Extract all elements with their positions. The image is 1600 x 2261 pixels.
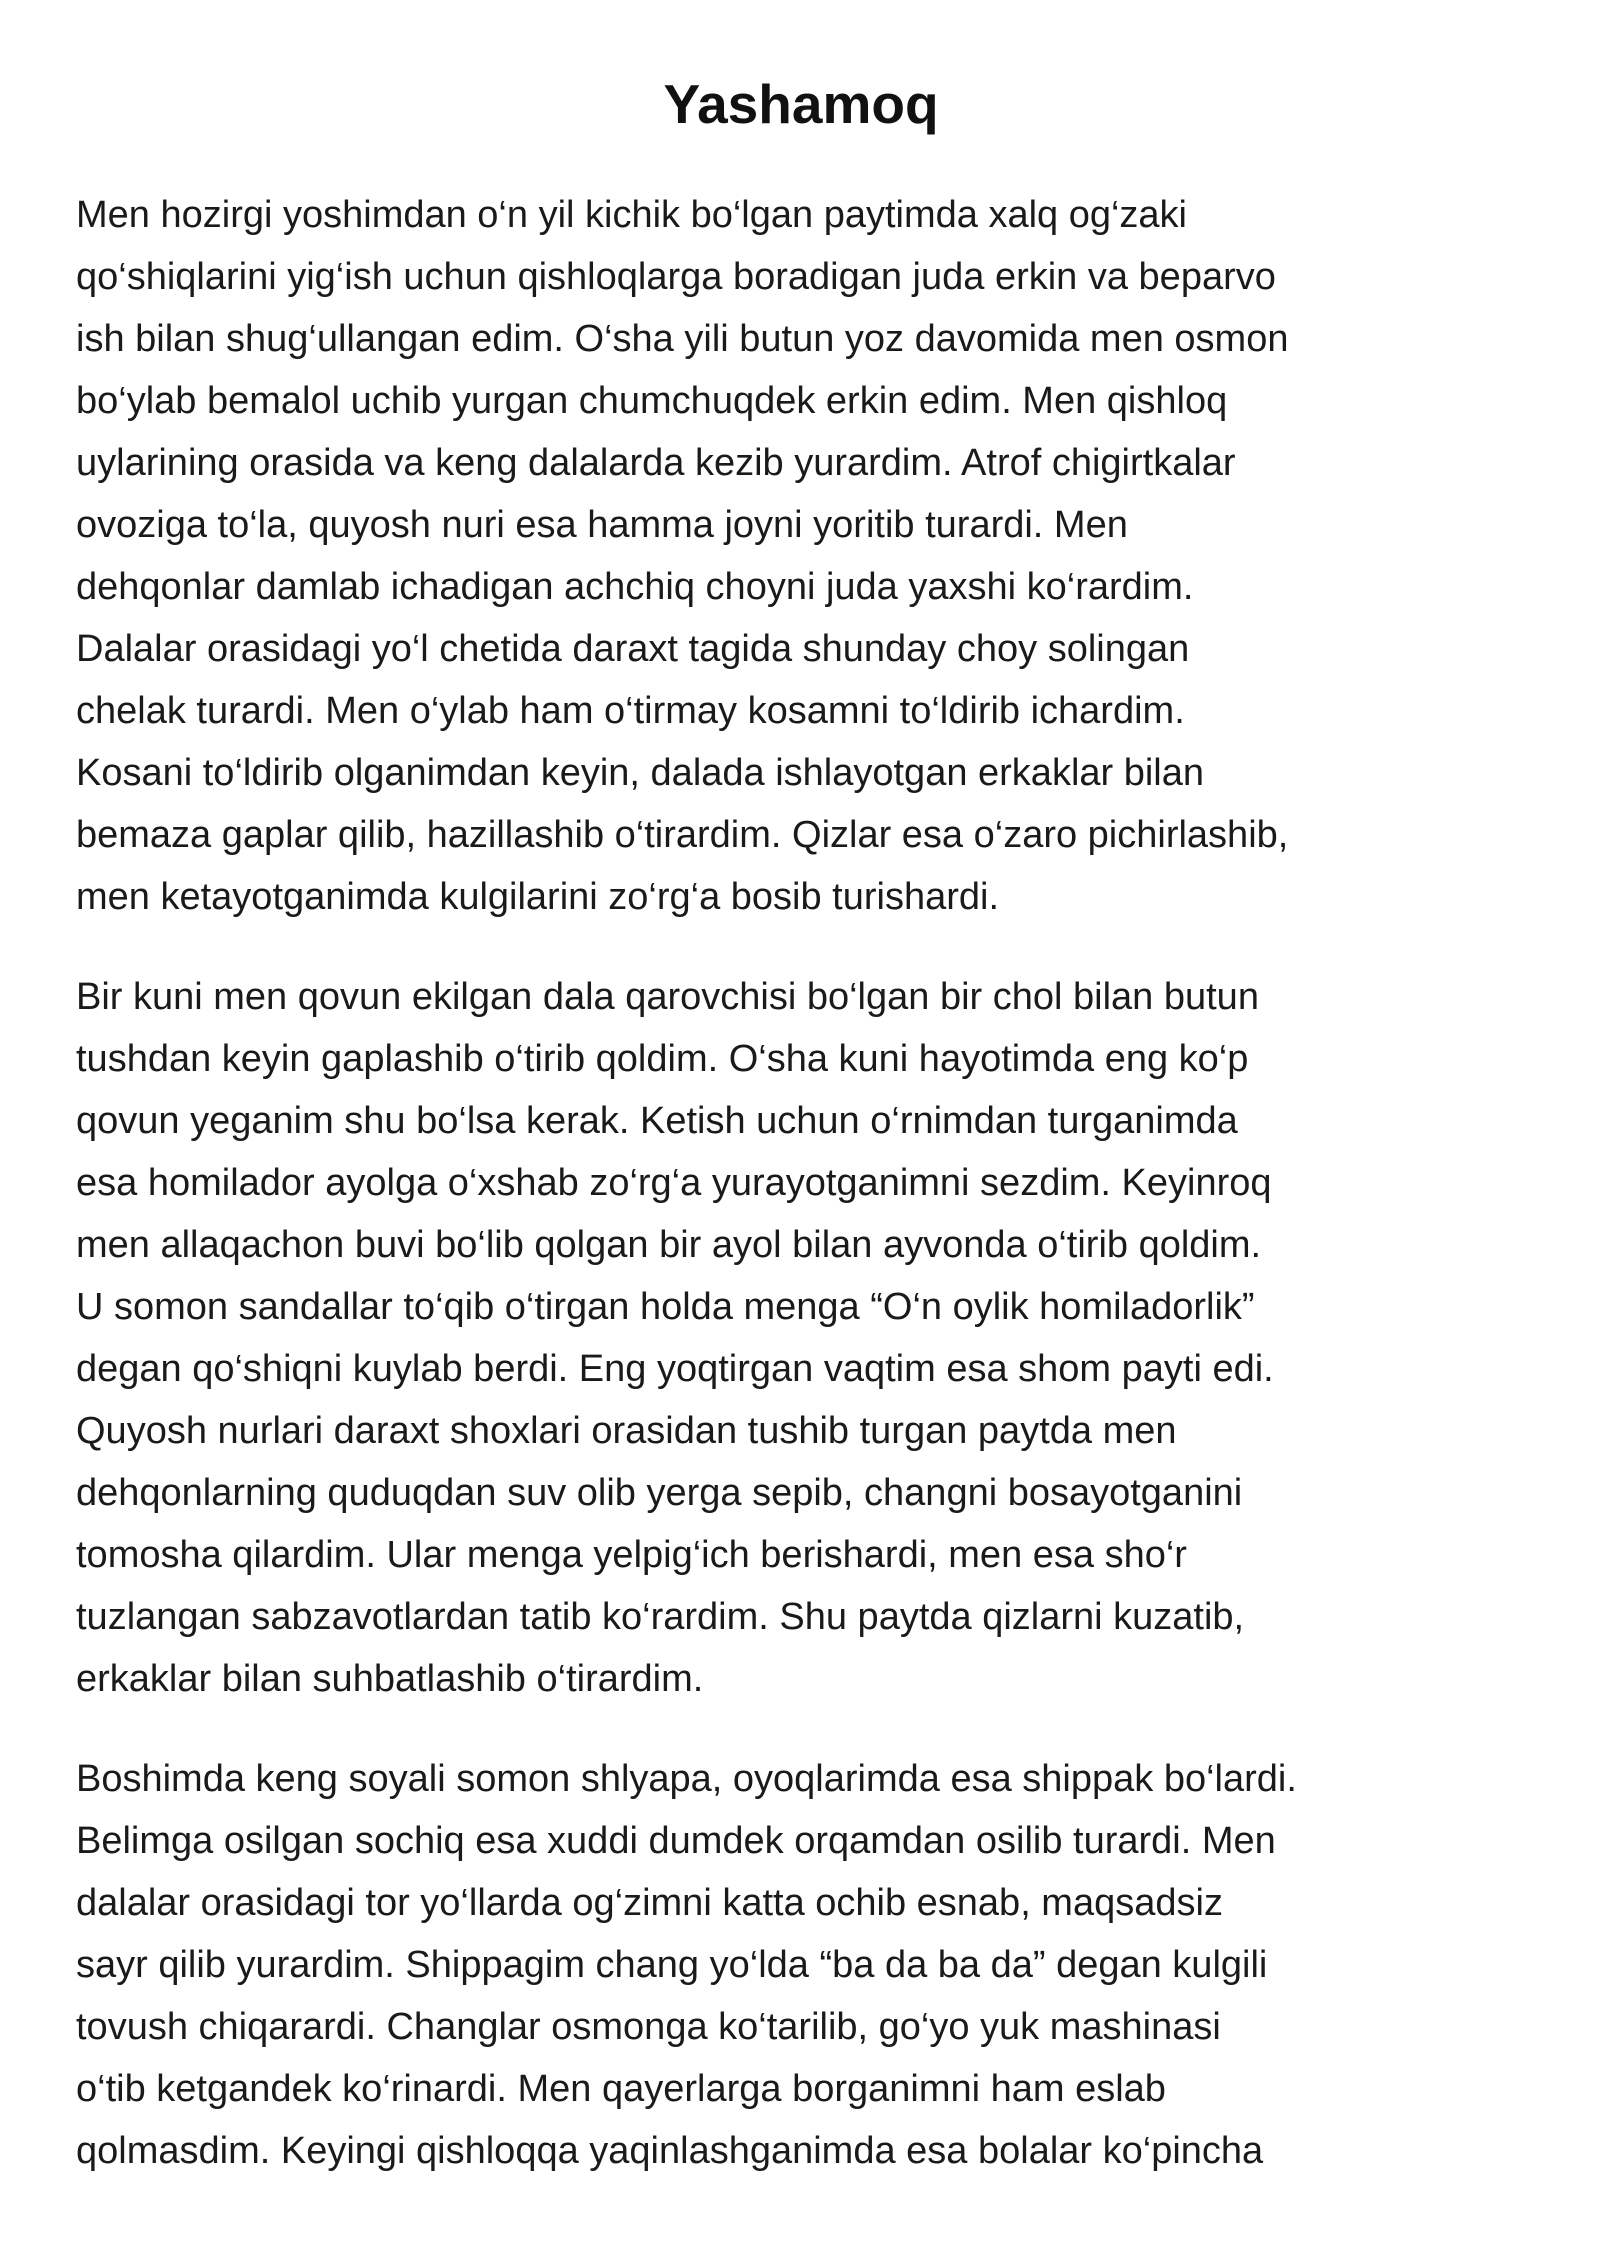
page-title: Yashamoq xyxy=(663,73,939,135)
text-line: bemaza gaplar qilib, hazillashib o‘tirardim. Qizlar esa o‘zaro pichirlashib, xyxy=(76,814,1289,856)
text-line: tushdan keyin gaplashib o‘tirib qoldim. O‘sha kuni hayotimda eng ko‘p xyxy=(76,1038,1249,1080)
text-line: men allaqachon buvi bo‘lib qolgan bir ayol bilan ayvonda o‘tirib qoldim. xyxy=(76,1224,1262,1266)
text-line: men ketayotganimda kulgilarini zo‘rg‘a bosib turishardi. xyxy=(76,876,1000,918)
text-line: dehqonlarning quduqdan suv olib yerga sepib, changni bosayotganini xyxy=(76,1472,1243,1514)
text-line: tovush chiqarardi. Changlar osmonga ko‘tarilib, go‘yo yuk mashinasi xyxy=(76,2006,1221,2048)
text-line: qo‘shiqlarini yig‘ish uchun qishloqlarga boradigan juda erkin va beparvo xyxy=(76,256,1276,298)
text-line: qovun yeganim shu bo‘lsa kerak. Ketish uchun o‘rnimdan turganimda xyxy=(76,1100,1238,1142)
text-line: ovoziga to‘la, quyosh nuri esa hamma joyni yoritib turardi. Men xyxy=(76,504,1128,546)
paragraph xyxy=(76,966,1526,1710)
text-line: qolmasdim. Keyingi qishloqqa yaqinlashganimda esa bolalar ko‘pincha xyxy=(76,2130,1264,2172)
text-line: chelak turardi. Men o‘ylab ham o‘tirmay kosamni to‘ldirib ichardim. xyxy=(76,690,1185,732)
text-line: Bir kuni men qovun ekilgan dala qarovchisi bo‘lgan bir chol bilan butun xyxy=(76,976,1259,1018)
text-line: U somon sandallar to‘qib o‘tirgan holda menga “O‘n oylik homiladorlik” xyxy=(76,1286,1255,1328)
text-line: Belimga osilgan sochiq esa xuddi dumdek orqamdan osilib turardi. Men xyxy=(76,1820,1276,1862)
text-line: o‘tib ketgandek ko‘rinardi. Men qayerlarga borganimni ham eslab xyxy=(76,2068,1166,2110)
text-line: Quyosh nurlari daraxt shoxlari orasidan tushib turgan paytda men xyxy=(76,1410,1177,1452)
text-line: dalalar orasidagi tor yo‘llarda og‘zimni katta ochib esnab, maqsadsiz xyxy=(76,1882,1223,1924)
paragraph xyxy=(76,1748,1526,2182)
text-line: dehqonlar damlab ichadigan achchiq choyni juda yaxshi ko‘rardim. xyxy=(76,566,1194,608)
text-line: uylarining orasida va keng dalalarda kezib yurardim. Atrof chigirtkalar xyxy=(76,442,1236,484)
document-body xyxy=(76,184,1526,2182)
text-line: Men hozirgi yoshimdan o‘n yil kichik bo‘lgan paytimda xalq og‘zaki xyxy=(76,194,1187,236)
text-line: tomosha qilardim. Ular menga yelpig‘ich berishardi, men esa sho‘r xyxy=(76,1534,1187,1576)
text-line: esa homilador ayolga o‘xshab zo‘rg‘a yurayotganimni sezdim. Keyinroq xyxy=(76,1162,1272,1204)
paragraph xyxy=(76,184,1526,928)
text-line: Dalalar orasidagi yo‘l chetida daraxt tagida shunday choy solingan xyxy=(76,628,1190,670)
text-line: Boshimda keng soyali somon shlyapa, oyoqlarimda esa shippak bo‘lardi. xyxy=(76,1758,1297,1800)
text-line: sayr qilib yurardim. Shippagim chang yo‘lda “ba da ba da” degan kulgili xyxy=(76,1944,1268,1986)
text-line: Kosani to‘ldirib olganimdan keyin, dalada ishlayotgan erkaklar bilan xyxy=(76,752,1205,794)
text-line: bo‘ylab bemalol uchib yurgan chumchuqdek erkin edim. Men qishloq xyxy=(76,380,1228,422)
text-line: tuzlangan sabzavotlardan tatib ko‘rardim. Shu paytda qizlarni kuzatib, xyxy=(76,1596,1245,1638)
text-line: erkaklar bilan suhbatlashib o‘tirardim. xyxy=(76,1658,704,1700)
text-line: ish bilan shug‘ullangan edim. O‘sha yili butun yoz davomida men osmon xyxy=(76,318,1289,360)
text-line: degan qo‘shiqni kuylab berdi. Eng yoqtirgan vaqtim esa shom payti edi. xyxy=(76,1348,1274,1390)
